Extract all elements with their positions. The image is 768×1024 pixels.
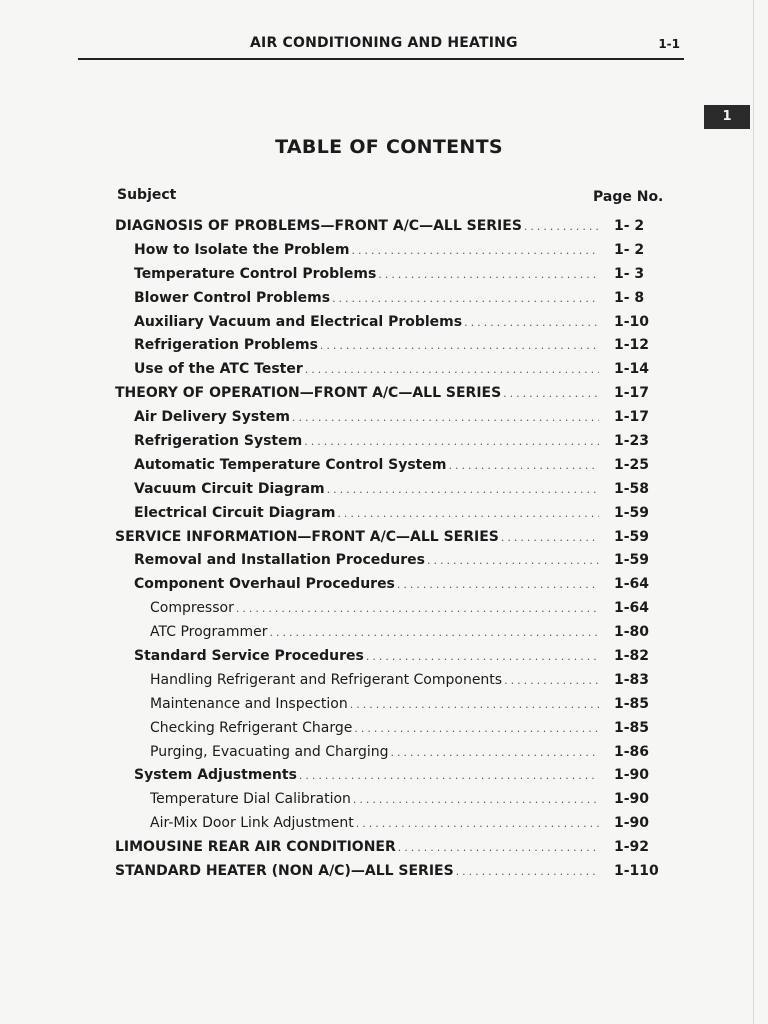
toc-entry-leader [134, 767, 599, 783]
toc-entry-title: Component Overhaul Procedures [134, 576, 395, 593]
dot-leader [501, 531, 599, 544]
dot-leader [398, 841, 599, 854]
toc-entry-title: Air-Mix Door Link Adjustment [150, 815, 354, 832]
toc-entry-page: 1-17 [614, 385, 650, 402]
toc-entry-page: 1-59 [614, 528, 650, 545]
dot-leader [456, 865, 599, 878]
dot-leader [391, 746, 599, 759]
toc-entry-title: SERVICE INFORMATION—FRONT A/C—ALL SERIES [115, 528, 499, 545]
toc-entry-page: 1-82 [614, 648, 650, 665]
dot-leader [504, 674, 599, 687]
toc-entry-title: Temperature Dial Calibration [150, 791, 351, 808]
toc-entry-leader [134, 648, 599, 664]
toc-entry [0, 529, 768, 553]
toc-entry [0, 839, 768, 863]
header-title: AIR CONDITIONING AND HEATING [250, 35, 518, 51]
toc-entry-page: 1-59 [614, 504, 650, 521]
dot-leader [464, 316, 599, 329]
toc-entry-leader [134, 314, 599, 330]
toc-entry-leader [134, 290, 599, 306]
toc-entry-leader [134, 337, 599, 353]
toc-entry [0, 505, 768, 529]
toc-entry-leader [134, 433, 599, 449]
section-tab-marker: 1 [704, 105, 750, 129]
toc-entry-leader [134, 481, 599, 497]
toc-entry [0, 815, 768, 839]
toc-entry-leader [115, 385, 599, 401]
toc-entry-leader [150, 696, 599, 712]
toc-entry-leader [150, 624, 599, 640]
toc-entry [0, 481, 768, 505]
toc-entry-leader [134, 266, 599, 282]
dot-leader [353, 793, 599, 806]
page-column-heading: Page No. [593, 189, 664, 205]
toc-entry [0, 767, 768, 791]
toc-entry-leader [115, 529, 599, 545]
toc-entry-leader [134, 552, 599, 568]
toc-entry-title: Maintenance and Inspection [150, 695, 348, 712]
toc-entry-leader [134, 576, 599, 592]
toc-entry-page: 1-90 [614, 791, 650, 808]
toc-entry [0, 242, 768, 266]
toc-entry-leader [134, 409, 599, 425]
toc-entry-page: 1-85 [614, 719, 650, 736]
toc-entry-page: 1-92 [614, 839, 650, 856]
dot-leader [356, 817, 599, 830]
toc-entry [0, 218, 768, 242]
toc-entry-leader [134, 457, 599, 473]
toc-entry-title: LIMOUSINE REAR AIR CONDITIONER [115, 839, 396, 856]
toc-entry [0, 672, 768, 696]
toc-entry [0, 600, 768, 624]
toc-entry-page: 1- 2 [614, 241, 645, 258]
toc-entry-list [0, 218, 768, 887]
toc-title: TABLE OF CONTENTS [275, 136, 503, 158]
toc-entry-title: Refrigeration System [134, 433, 303, 450]
toc-entry-title: Automatic Temperature Control System [134, 456, 447, 473]
toc-entry-leader [150, 600, 599, 616]
toc-entry-leader [150, 744, 599, 760]
toc-entry-title: STANDARD HEATER (NON A/C)—ALL SERIES [115, 863, 454, 880]
toc-entry-page: 1-85 [614, 695, 650, 712]
toc-entry-leader [150, 791, 599, 807]
toc-entry [0, 361, 768, 385]
toc-entry [0, 648, 768, 672]
toc-entry [0, 433, 768, 457]
header-page-number: 1-1 [658, 37, 680, 51]
toc-entry-leader [150, 672, 599, 688]
dot-leader [397, 578, 599, 591]
toc-entry [0, 720, 768, 744]
subject-column-heading: Subject [117, 187, 177, 203]
toc-entry [0, 744, 768, 768]
toc-entry-title: Checking Refrigerant Charge [150, 719, 353, 736]
toc-entry [0, 266, 768, 290]
toc-entry-leader [150, 815, 599, 831]
dot-leader [354, 722, 599, 735]
toc-entry [0, 624, 768, 648]
toc-entry-title: Standard Service Procedures [134, 648, 364, 665]
toc-entry-leader [115, 839, 599, 855]
toc-entry-title: Use of the ATC Tester [134, 361, 303, 378]
toc-entry-page: 1-25 [614, 456, 650, 473]
toc-entry-page: 1-23 [614, 433, 650, 450]
toc-entry [0, 552, 768, 576]
toc-entry-leader [134, 361, 599, 377]
dot-leader [332, 292, 599, 305]
dot-leader [524, 220, 599, 233]
toc-entry-title: System Adjustments [134, 767, 297, 784]
toc-entry-page: 1-110 [614, 863, 659, 880]
dot-leader [448, 459, 599, 472]
dot-leader [292, 411, 599, 424]
dot-leader [350, 698, 599, 711]
toc-entry-leader [115, 863, 599, 879]
dot-leader [270, 626, 599, 639]
toc-entry-title: How to Isolate the Problem [134, 241, 350, 258]
toc-entry [0, 791, 768, 815]
dot-leader [304, 435, 599, 448]
toc-entry-title: DIAGNOSIS OF PROBLEMS—FRONT A/C—ALL SERIES [115, 218, 522, 234]
toc-entry-page: 1-14 [614, 361, 650, 378]
toc-entry-title: Auxiliary Vacuum and Electrical Problems [134, 313, 463, 330]
toc-entry-leader [150, 720, 599, 736]
toc-entry-page: 1-90 [614, 767, 650, 784]
toc-entry-page: 1-86 [614, 743, 650, 760]
toc-entry-title: Air Delivery System [134, 409, 290, 426]
dot-leader [352, 244, 599, 257]
toc-entry-title: Temperature Control Problems [134, 265, 377, 282]
toc-entry [0, 290, 768, 314]
toc-entry [0, 409, 768, 433]
toc-entry-page: 1- 8 [614, 289, 645, 306]
header-rule [78, 58, 684, 60]
toc-entry-page: 1-58 [614, 480, 650, 497]
toc-entry-page: 1-12 [614, 337, 650, 354]
toc-entry [0, 385, 768, 409]
toc-entry-page: 1- 2 [614, 218, 645, 234]
toc-entry-page: 1-17 [614, 409, 650, 426]
dot-leader [305, 363, 599, 376]
toc-entry [0, 863, 768, 887]
dot-leader [378, 268, 599, 281]
dot-leader [337, 507, 599, 520]
toc-entry-leader [134, 242, 599, 258]
toc-entry-page: 1-64 [614, 576, 650, 593]
toc-entry-page: 1-59 [614, 552, 650, 569]
dot-leader [236, 602, 599, 615]
toc-entry-page: 1-10 [614, 313, 650, 330]
toc-entry-title: Handling Refrigerant and Refrigerant Components [150, 671, 503, 688]
dot-leader [299, 769, 599, 782]
toc-entry-page: 1-80 [614, 624, 650, 641]
toc-entry-leader [115, 218, 599, 234]
toc-entry-title: Electrical Circuit Diagram [134, 504, 336, 521]
toc-entry [0, 576, 768, 600]
toc-entry-page: 1-64 [614, 600, 650, 617]
toc-entry-title: ATC Programmer [150, 624, 268, 641]
toc-entry-title: Removal and Installation Procedures [134, 552, 425, 569]
toc-entry [0, 457, 768, 481]
toc-entry-page: 1-83 [614, 671, 650, 688]
toc-entry [0, 337, 768, 361]
dot-leader [503, 387, 599, 400]
dot-leader [327, 483, 599, 496]
toc-entry [0, 314, 768, 338]
toc-entry-title: Compressor [150, 600, 234, 617]
dot-leader [366, 650, 599, 663]
toc-entry [0, 696, 768, 720]
dot-leader [427, 554, 599, 567]
toc-entry-title: Blower Control Problems [134, 289, 331, 306]
toc-entry-title: THEORY OF OPERATION—FRONT A/C—ALL SERIES [115, 385, 502, 402]
toc-entry-page: 1-90 [614, 815, 650, 832]
toc-entry-leader [134, 505, 599, 521]
toc-entry-title: Purging, Evacuating and Charging [150, 743, 389, 760]
dot-leader [320, 339, 599, 352]
toc-entry-page: 1- 3 [614, 265, 645, 282]
toc-entry-title: Vacuum Circuit Diagram [134, 480, 325, 497]
toc-entry-title: Refrigeration Problems [134, 337, 318, 354]
